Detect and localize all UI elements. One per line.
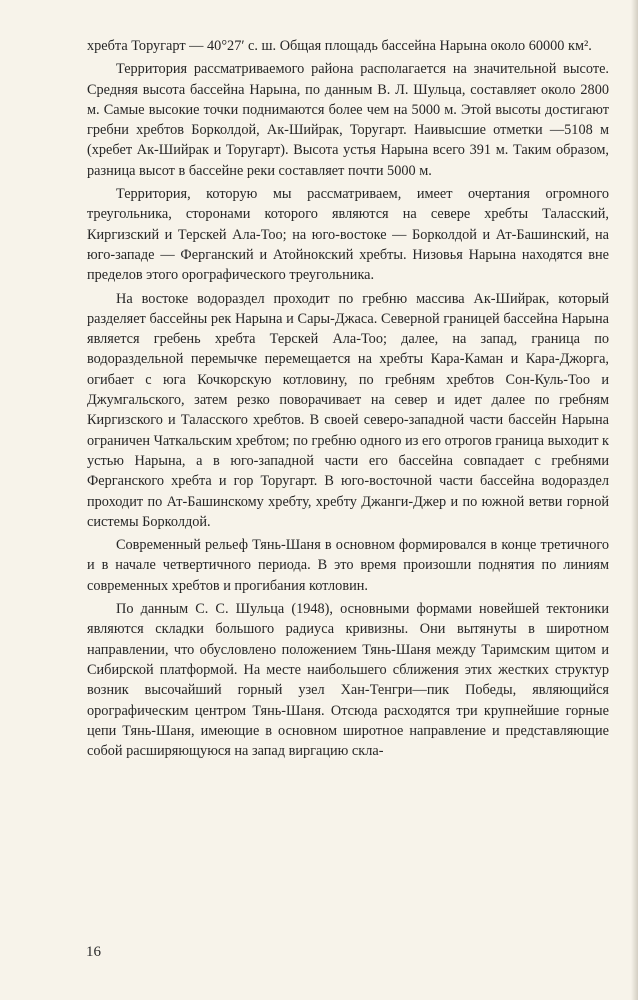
page-text xyxy=(87,36,609,764)
paragraph-5: Современный рельеф Тянь-Шаня в основном формировался в конце третичного и в начале четвертичного периода. В это время произошли поднятия по линиям современных хребтов и прогибания котловин. xyxy=(87,537,609,594)
paragraph-1: хребта Торугарт — 40°27′ с. ш. Общая площадь бассейна Нарына около 60000 км². xyxy=(87,38,592,54)
paragraph-3: Территория, которую мы рассматриваем, имеет очертания огромного треугольника, сторонами которого являются на севере хребты Таласский, Киргизский и Терскей Ала-Тоо; на юго-востоке — Борколдой и Ат-Башинский, на юго-западе — Ферганский и Атойнокский хребты. Низовья Нарына находятся вне пределов этого орографического треугольника. xyxy=(87,186,609,284)
page-edge-shadow xyxy=(631,0,638,1000)
paragraph-2: Территория рассматриваемого района располагается на значительной высоте. Средняя высота бассейна Нарына, по данным В. Л. Шульца, составляет около 2800 м. Самые высокие точки поднимаются более чем на 5000 м. Этой высоты достигают гребни хребтов Борколдой, Ак-Шийрак, Торугарт. Наивысшие отметки —5108 м (хребет Ак-Шийрак и Торугарт). Высота устья Нарына всего 391 м. Таким образом, разница высот в бассейне реки составляет почти 5000 м. xyxy=(87,61,609,179)
paragraph-4: На востоке водораздел проходит по гребню массива Ак-Шийрак, который разделяет бассейны рек Нарына и Сары-Джаса. Северной границей бассейна Нарына является гребень хребта Терскей Ала-Тоо; далее, на запад, граница по водораздельной перемычке перемещается на хребты Кара-Каман и Кара-Джорга, огибает с юга Кочкорскую котловину, по гребням хребтов Сон-Куль-Тоо и Джумгальского, затем резко поворачивает на север и идет далее по гребням Киргизского и Таласского хребтов. В своей северо-западной части бассейн Нарына ограничен Чаткальским хребтом; по гребню одного из его отрогов граница выходит к устью Нарына, а в юго-западной части его бассейна совпадает с гребнями Ферганского хребта и гор Торугарт. В юго-восточной части бассейна водораздел проходит по Ат-Башинскому хребту, хребту Джанги-Джер и по южной ветви горной системы Борколдой. xyxy=(87,290,609,530)
paragraph-6: По данным С. С. Шульца (1948), основными формами новейшей тектоники являются складки большого радиуса кривизны. Они вытянуты в широтном направлении, что обусловлено положением Тянь-Шаня между Таримским щитом и Сибирской платформой. На месте наибольшего сближения этих жестких структур возник высочайший горный узел Хан-Тенгри—пик Победы, являющийся орографическим центром Тянь-Шаня. Отсюда расходятся три крупнейшие горные цепи Тянь-Шаня, имеющие в основном широтное направление и представляющие собой расширяющуюся на запад виргацию скла- xyxy=(87,601,609,760)
page-number: 16 xyxy=(86,944,101,960)
